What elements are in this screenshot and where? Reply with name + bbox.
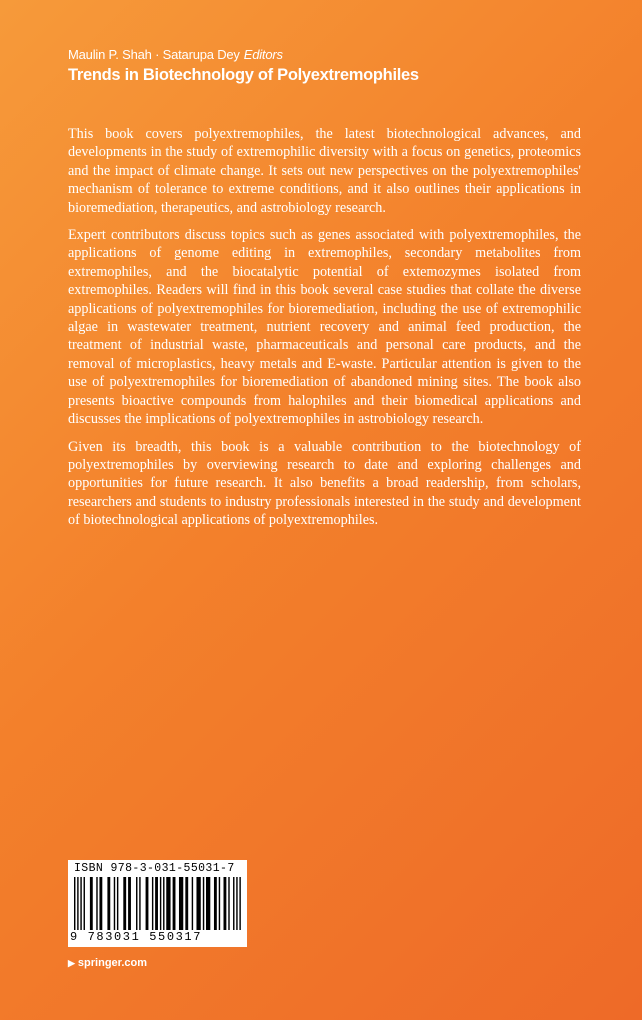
barcode-bar (166, 877, 170, 930)
barcode-bar (219, 877, 220, 930)
barcode-bar (160, 877, 161, 930)
description-paragraph-2: Expert contributors discuss topics such as genes associated with polyextremophiles, the applications of genome editing in extremophiles, secondary metabolites from extremophiles, and the biocatalytic potential of extemozymes isolated from extremophiles. Readers will find in this book several case studies that collate the diverse applications of polyextremophiles for bioremediation, including the use of extremophilic algae in wastewater treatment, nutrient recovery and animal feed production, the treatment of industrial waste, pharmaceuticals and personal care products, and the removal of microplastics, heavy metals and E-waste. Particular attention is given to the use of polyextremophiles for bioremediation of abandoned mining sites. The book also presents bioactive compounds from halophiles and their biomedical applications and discusses the implications of polyextremophiles in astrobiology research. (68, 227, 581, 428)
barcode-bar (117, 877, 118, 930)
editors-names: Maulin P. Shah · Satarupa Dey (68, 47, 240, 62)
barcode-bar (206, 877, 210, 930)
barcode-bar (163, 877, 164, 930)
barcode-bar (196, 877, 200, 930)
triangle-right-icon: ▶ (68, 958, 75, 968)
barcode-bar (80, 877, 81, 930)
barcode-bar (224, 877, 227, 930)
barcode-bars (74, 877, 241, 930)
barcode-bar (74, 877, 75, 930)
editors-role: Editors (243, 47, 283, 62)
barcode-bar (155, 877, 158, 930)
barcode-bar (203, 877, 204, 930)
barcode-bar (228, 877, 229, 930)
barcode-bar (173, 877, 176, 930)
barcode-bar (185, 877, 188, 930)
barcode-bar (239, 877, 240, 930)
publisher-name: springer.com (77, 957, 147, 969)
barcode-bar (99, 877, 102, 930)
barcode-bar (236, 877, 237, 930)
book-description (68, 125, 581, 539)
barcode-bar (152, 877, 153, 930)
description-paragraph-3: Given its breadth, this book is a valuable contribution to the biotechnology of polyextremophiles by overviewing research to date and exploring challenges and opportunities for future research. It also benefits a broad readership, from scholars, researchers and students to industry professionals interested in the study and development of biotechnological applications of polyextremophiles. (68, 438, 581, 529)
isbn-barcode (68, 860, 247, 947)
barcode-bar (128, 877, 131, 930)
barcode-bar (107, 877, 110, 930)
description-paragraph-1: This book covers polyextremophiles, the latest biotechnological advances, and developments in the study of extremophilic diversity with a focus on genetics, proteomics and the impact of climate change. It sets out new perspectives on the polyextremophiles' mechanism of tolerance to extreme conditions, and it also outlines their applications in bioremediation, therapeutics, and astrobiology research. (68, 126, 581, 216)
book-title: Trends in Biotechnology of Polyextremophiles (68, 66, 419, 84)
barcode-bar (77, 877, 78, 930)
barcode-bar (96, 877, 97, 930)
barcode-bar (146, 877, 149, 930)
barcode-bar (90, 877, 93, 930)
barcode-bar (123, 877, 126, 930)
barcode-bar (192, 877, 193, 930)
publisher-link[interactable] (68, 957, 147, 969)
barcode-bar (139, 877, 140, 930)
barcode-bar (84, 877, 85, 930)
editors-line (68, 47, 283, 62)
isbn-label: ISBN 978-3-031-55031-7 (74, 862, 235, 875)
barcode-bar (114, 877, 115, 930)
barcode-bar (214, 877, 217, 930)
barcode-bar (179, 877, 183, 930)
barcode-bar (136, 877, 137, 930)
barcode-digits: 9 783031 550317 (70, 930, 203, 944)
barcode-bar (233, 877, 234, 930)
